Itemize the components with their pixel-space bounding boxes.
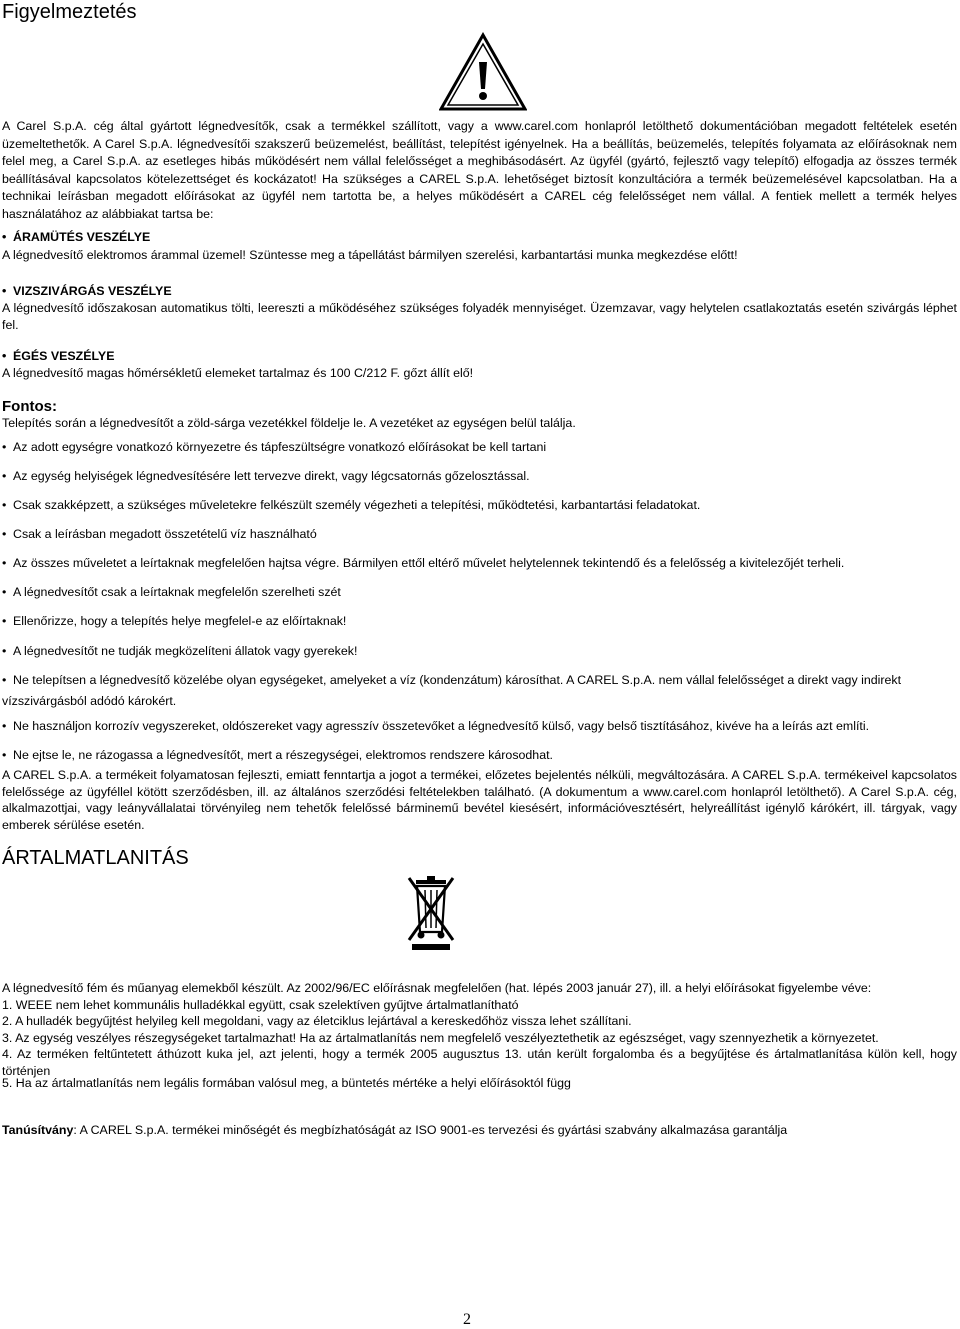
page-title: Figyelmeztetés	[2, 1, 137, 23]
intro-paragraph: A Carel S.p.A. cég által gyártott légnedvesítők, csak a termékkel szállított, vagy a www.carel.com honlapról letölthető dokumentációban megadott feltételek esetén üzemeltethetők. A Carel S.p.A. légnedvesítői szakszerű beüzemelést, beállítást, telepítést igényelnek. Ha a beállítás, beüzemelés, telepítés folyamata az előírásoknak nem felel meg, a Carel S.p.A. az esetleges hibás működésért nem vállal felelősséget a meghibásodásért. Az ügyfél (gyártó, fejlesztő vagy telepítő) elfogadja az összes termék beállításával kapcsolatos kötelezettséget és kockázatot! Ha szükséges a CAREL S.p.A. lehetőséget biztosít konzultációra a termék beüzemelésével kapcsolatban. Ha a technikai leírásban megadott előírásokat az ügyfél nem tartotta be, a helyes működésért a CAREL cég felelősséget nem vállal. A fentiek mellett a termék helyes használatához az alábbiakat tartsa be:	[2, 119, 957, 221]
hazard-title-text: ÉGÉS VESZÉLYE	[13, 349, 115, 363]
warning-triangle-icon	[439, 32, 527, 112]
certificate-label: Tanúsítvány	[2, 1123, 74, 1137]
crossed-out-wheelie-bin-icon	[406, 874, 456, 950]
bullet-dot: •	[2, 644, 7, 658]
bullet-dot: •	[2, 284, 7, 298]
list-item	[2, 553, 957, 574]
hazard-title-water	[2, 283, 172, 300]
disposal-item: 2. A hulladék begyűjtést helyileg kell megoldani, vagy az életciklus lejártával a kereskedőhöz vissza lehet szállítani.	[2, 1014, 632, 1028]
disposal-item: 5. Ha az ártalmatlanítás nem legális formában valósul meg, a büntetés mértéke a helyi előírásoktól függ	[2, 1076, 571, 1090]
list-item-text: A légnedvesítőt csak a leírtaknak megfelelőn szerelheti szét	[13, 585, 341, 599]
list-item	[2, 745, 957, 766]
disposal-item: 3. Az egység veszélyes részegységeket tartalmazhat! Ha az ártalmatlanítás nem megfelelő veszélyeztethetik az egészséget, vagy szennyezhetik a környezetet.	[2, 1031, 879, 1045]
list-item	[2, 524, 957, 545]
bullet-dot: •	[2, 498, 7, 512]
disposal-heading: ÁRTALMATLANITÁS	[2, 847, 189, 869]
hazard-title-text: VIZSZIVÁRGÁS VESZÉLYE	[13, 284, 172, 298]
bullet-dot: •	[2, 469, 7, 483]
list-item	[2, 641, 957, 662]
bullet-dot: •	[2, 673, 7, 687]
list-item-text: Az egység helyiségek légnedvesítésére lett tervezve direkt, vagy légcsatornás gőzelosztással.	[13, 469, 530, 483]
list-item-text: Ne használjon korrozív vegyszereket, oldószereket vagy agresszív összetevőket a légnedvesítő külső, vagy belső tisztításához, kivéve ha a leírás azt említi.	[13, 719, 870, 733]
bullet-dot: •	[2, 230, 7, 244]
bullet-dot: •	[2, 614, 7, 628]
hazard-text-burn: A légnedvesítő magas hőmérsékletű elemeket tartalmaz és 100 C/212 F. gőzt állít elő!	[2, 366, 474, 380]
bullet-dot: •	[2, 585, 7, 599]
bullet-dot: •	[2, 349, 7, 363]
list-item-text: A légnedvesítőt ne tudják megközelíteni állatok vagy gyerekek!	[13, 644, 358, 658]
bullet-dot: •	[2, 440, 7, 454]
certificate-line	[2, 1122, 787, 1139]
list-item-text: Csak szakképzett, a szükséges műveletekre felkészült személy végezheti a telepítési, működtetési, karbantartási feladatokat.	[13, 498, 701, 512]
hazard-title-burn	[2, 348, 114, 365]
list-item	[2, 670, 957, 712]
disposal-item: 1. WEEE nem lehet kommunális hulladékkal együtt, csak szelektíven gyűjtve ártalmatlanítható	[2, 998, 519, 1012]
list-item-text: Az adott egységre vonatkozó környezetre és tápfeszültségre vonatkozó előírásokat be kell tartani	[13, 440, 547, 454]
list-item-text: Ne ejtse le, ne rázogassa a légnedvesítőt, mert a részegységei, elektromos rendszere károsodhat.	[13, 748, 553, 762]
hazard-title-electric	[2, 229, 150, 246]
fontos-heading: Fontos:	[2, 398, 57, 415]
bullet-dot: •	[2, 556, 7, 570]
hazard-title-text: ÁRAMÜTÉS VESZÉLYE	[13, 230, 151, 244]
list-item	[2, 437, 957, 458]
list-item-text: Csak a leírásban megadott összetételű víz használható	[13, 527, 317, 541]
list-item	[2, 611, 957, 632]
page-number: 2	[463, 1311, 471, 1328]
list-item-text: Ne telepítsen a légnedvesítő közelébe olyan egységeket, amelyeket a víz (kondenzátum) károsíthat. A CAREL S.p.A. nem vállal felelősséget a direkt vagy indirekt vízszivárgásból adódó károkért.	[2, 673, 902, 708]
disposal-intro: A légnedvesítő fém és műanyag elemekből készült. Az 2002/96/EC előírásnak megfelelően (hat. lépés 2003 január 27), ill. a helyi előírásokat figyelembe véve:	[2, 981, 872, 995]
list-item-text: Az összes műveletet a leírtaknak megfelelően hajtsa végre. Bármilyen ettől eltérő művelet helytelennek tekintendő és a felelősség a kivitelezőjét terheli.	[13, 556, 845, 570]
list-item	[2, 495, 957, 516]
hazard-text-water: A légnedvesítő időszakosan automatikus tölti, leereszti a működéséhez szükséges folyadék mennyiséget. Üzemzavar, vagy helytelen csatlakoztatás esetén szivárgás léphet fel.	[2, 301, 957, 332]
fontos-intro: Telepítés során a légnedvesítőt a zöld-sárga vezetékkel földelje le. A vezetéket az egységen belül találja.	[2, 416, 576, 430]
bullet-dot: •	[2, 719, 7, 733]
disposal-item: 4. Az terméken feltűntetett áthúzott kuka jel, azt jelenti, hogy a termék 2005 augusztus 13. után került forgalomba és a begyűjtése és ártalmatlanítása külön kell, hogy történjen	[2, 1047, 957, 1078]
bullet-dot: •	[2, 748, 7, 762]
list-item	[2, 716, 957, 737]
certificate-text: : A CAREL S.p.A. termékei minőségét és megbízhatóságát az ISO 9001-es tervezési és gyártási szabvány alkalmazása garantálja	[73, 1123, 788, 1137]
hazard-text-electric: A légnedvesítő elektromos árammal üzemel! Szüntesse meg a tápellátást bármilyen szerelési, karbantartási munka megkezdése előtt!	[2, 248, 738, 262]
list-item	[2, 582, 957, 603]
list-item	[2, 466, 957, 487]
bullet-dot: •	[2, 527, 7, 541]
closing-paragraph: A CAREL S.p.A. a termékeit folyamatosan fejleszti, emiatt fenntartja a jogot a termékei, előzetes bejelentés nélküli, megváltozására. A CAREL S.p.A. termékeivel kapcsolatos felelőssége az ügyféllel kötött szerződésben, ill. az általános szerződési feltételekben található. (A dokumentum a www.carel.com honlapról letölthető). A Carel S.p.A. cég, alkalmazottjai, vagy leányvállalatai törvényileg nem tehetők felelőssé bárminemű bevétel kiesésért, információvesztésért, helyreállítást igénylő kárókért, ill. tárgyak, vagy emberek sérülése esetén.	[2, 768, 957, 832]
list-item-text: Ellenőrizze, hogy a telepítés helye megfelel-e az előírtaknak!	[13, 614, 347, 628]
